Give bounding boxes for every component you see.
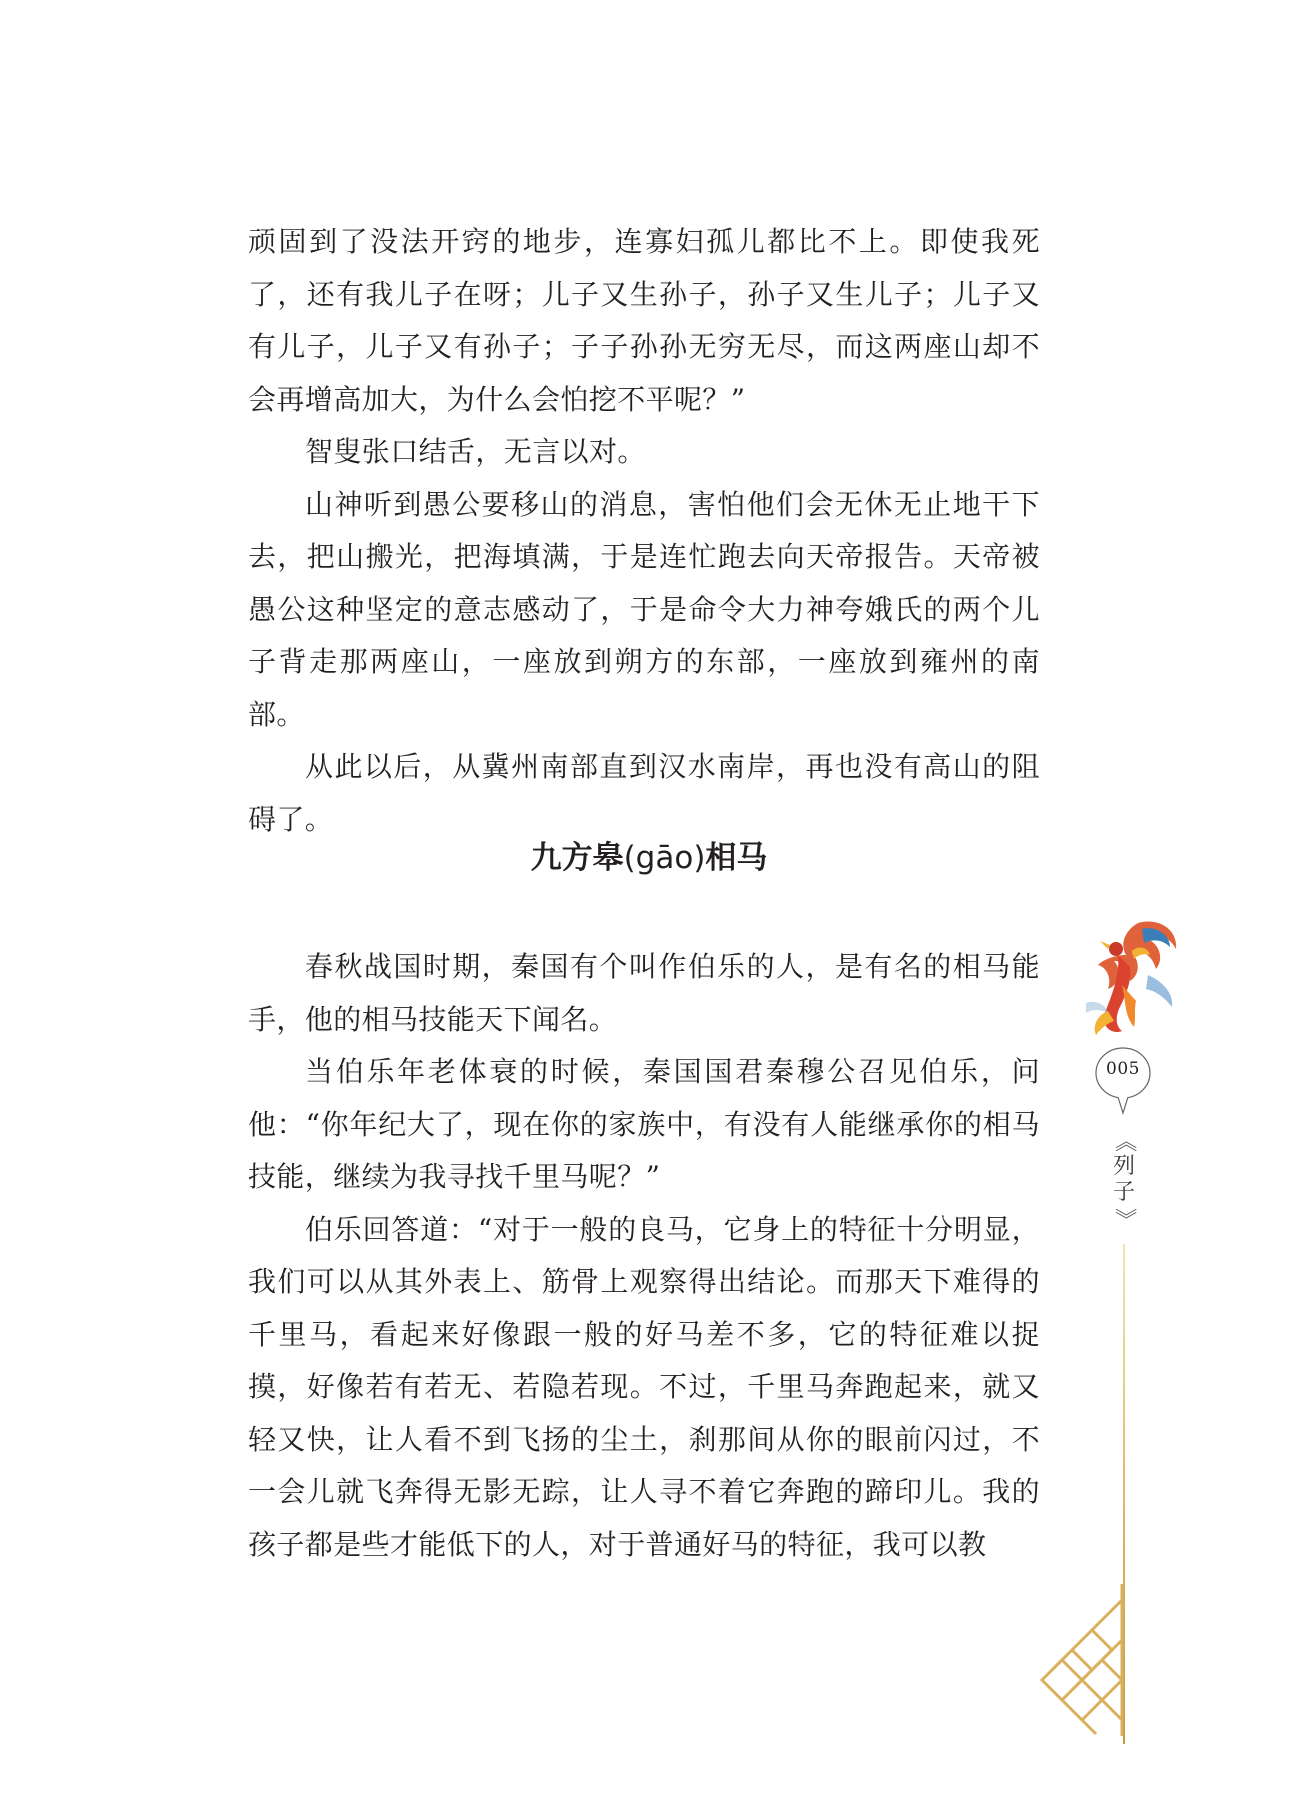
endless-knot-icon xyxy=(1036,1580,1128,1740)
paragraph: 山神听到愚公要移山的消息，害怕他们会无休无止地干下去，把山搬光，把海填满，于是连忙跑去向天帝报告。天帝被愚公这种坚定的意志感动了，于是命令大力神夸娥氏的两个儿子背走那两座山，一座放到朔方的东部，一座放到雍州的南部。 xyxy=(248,487,1040,731)
section-title xyxy=(0,838,1298,878)
paragraph: 智叟张口结舌，无言以对。 xyxy=(305,435,646,468)
phoenix-icon xyxy=(1078,915,1182,1039)
paragraph: 顽固到了没法开窍的地步，连寡妇孤儿都比不上。即使我死了，还有我儿子在呀；儿子又生孙子，孙子又生儿子；儿子又有儿子，儿子又有孙子；子子孙孙无穷无尽，而这两座山却不会再增高加大，为什么会怕挖不平呢？” xyxy=(248,225,1040,416)
book-title: 《 列 子 》 xyxy=(1112,1129,1137,1230)
paragraph: 春秋战国时期，秦国有个叫作伯乐的人，是有名的相马能手，他的相马技能天下闻名。 xyxy=(248,950,1040,1036)
body-text-bottom xyxy=(248,941,1040,1571)
page-number-badge-icon xyxy=(1092,1043,1154,1115)
page-number: 005 xyxy=(1106,1059,1140,1079)
section-title-tail: 相马 xyxy=(705,840,768,876)
paragraph: 当伯乐年老体衰的时候，秦国国君秦穆公召见伯乐，问他：“你年纪大了，现在你的家族中，有没有人能继承你的相马技能，继续为我寻找千里马呢？” xyxy=(248,1055,1040,1193)
paragraph: 从此以后，从冀州南部直到汉水南岸，再也没有高山的阻碍了。 xyxy=(248,750,1040,836)
section-title-pinyin: (gāo) xyxy=(623,840,706,876)
body-text-top xyxy=(248,216,1040,846)
paragraph: 伯乐回答道：“对于一般的良马，它身上的特征十分明显，我们可以从其外表上、筋骨上观察得出结论。而那天下难得的千里马，看起来好像跟一般的好马差不多，它的特征难以捉摸，好像若有若无、若隐若现。不过，千里马奔跑起来，就又轻又快，让人看不到飞扬的尘土，刹那间从你的眼前闪过，不一会儿就飞奔得无影无踪，让人寻不着它奔跑的蹄印儿。我的孩子都是些才能低下的人，对于普通好马的特征，我可以教 xyxy=(248,1212,1040,1561)
section-title-main: 九方皋 xyxy=(530,840,624,876)
